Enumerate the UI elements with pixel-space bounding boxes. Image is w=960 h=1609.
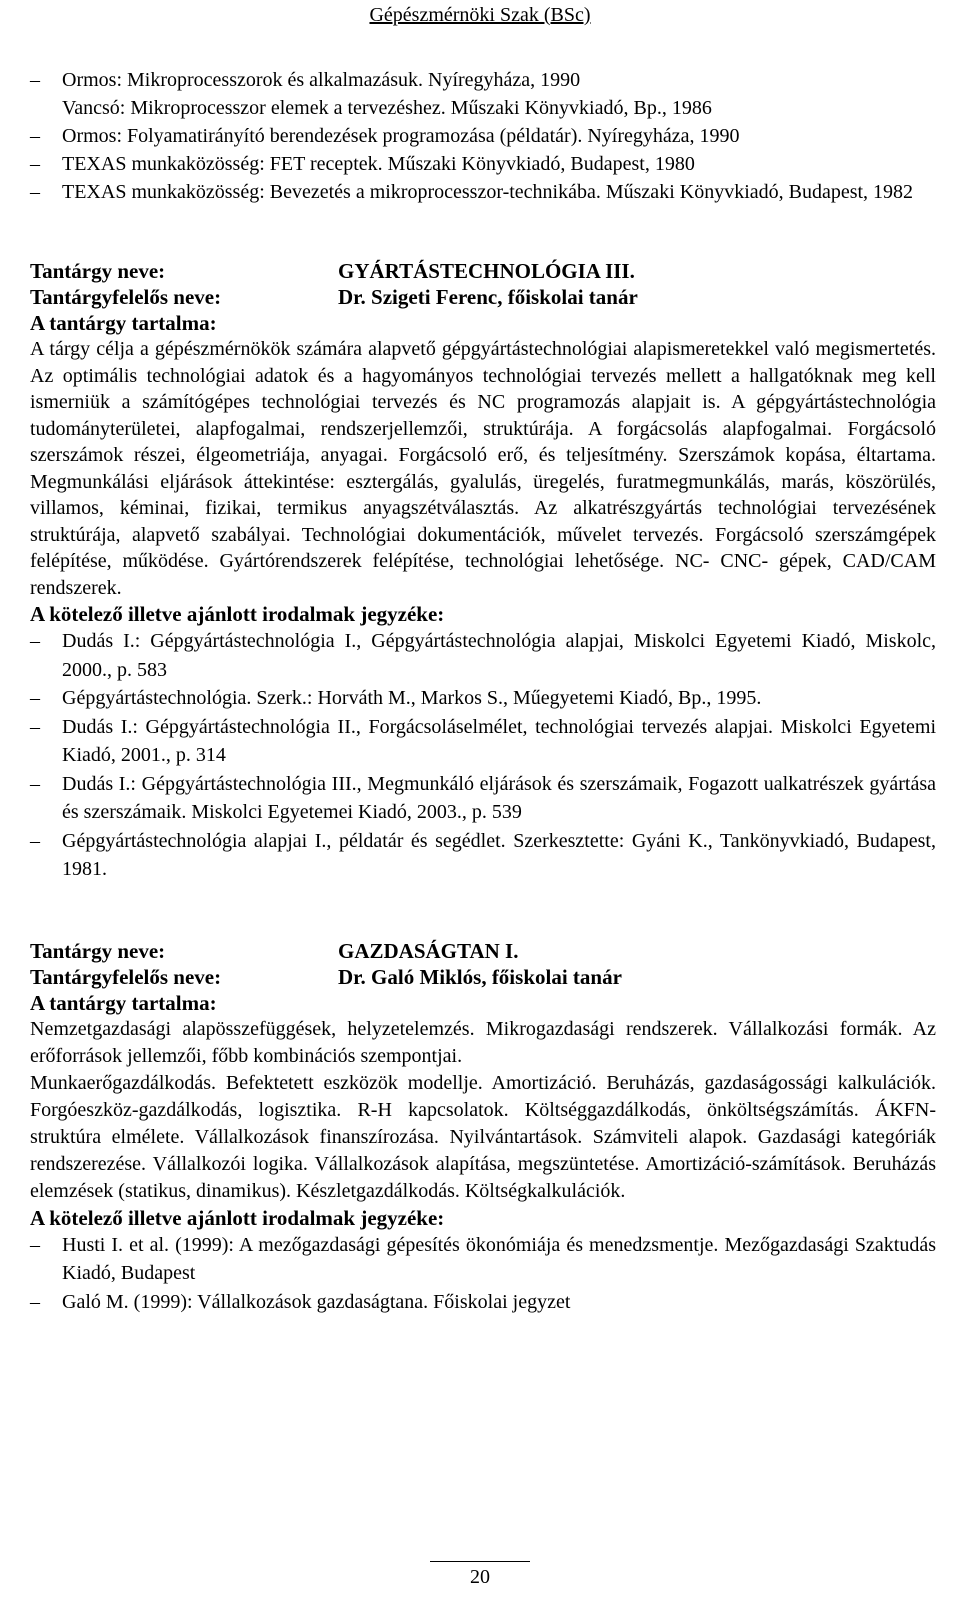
- subject-responsible-row: [30, 964, 936, 990]
- subject-name-label: Tantárgy neve:: [30, 938, 166, 963]
- page-body: [30, 66, 936, 1316]
- references-label: A kötelező illetve ajánlott irodalmak jegyzéke:: [30, 1205, 445, 1230]
- reference-item: – Husti I. et al. (1999): A mezőgazdasági gépesítés ökonómiája és menedzsmentje. Mezőgazdasági Szaktudás Kiadó, Budapest: [30, 1231, 936, 1288]
- page-number: 20: [470, 1566, 490, 1588]
- subject-name-label: Tantárgy neve:: [30, 259, 166, 283]
- top-reference-list: [30, 66, 936, 206]
- subject-name: GYÁRTÁSTECHNOLÓGIA III.: [338, 259, 635, 283]
- reference-item: – Dudás I.: Gépgyártástechnológia I., Gépgyártástechnológia alapjai, Miskolci Egyetemi Kiadó, Miskolc, 2000., p. 583: [30, 627, 936, 684]
- subject-content: A tárgy célja a gépészmérnökök számára alapvető gépgyártástechnológiai alapismeretekkel való megismertetés. Az optimális technológiai adatok és a hagyományos technológiai tervezés mellett a hallgatóknak meg kell ismerniük a számítógépes technológiai tervezés és NC programozás alapjait is. A gépgyártástechnológia tudományterületei, alapfogalmai, rendszerjellemzői, struktúrája. A forgácsolás alapfogalmai. Forgácsoló szerszámok részei, élgeometriája, anyagai. Forgácsoló erő, és teljesítmény. Szerszámok kopása, éltartama. Megmunkálási eljárások áttekintése: esztergálás, gyalulás, üregelés, furatmegmunkálás, marás, köszörülés, villamos, kéminai, fizikai, termikus anyagszétválasztás. Az alkatrészgyártás technológiai tervezésének struktúrája, alapvető szabályai. Technológiai dokumentációk, művelet tervezés. Forgácsoló szerszámgépek felépítése, működése. Gyártórendszerek felépítése, technológiai lehetősége. NC- CNC- gépek, CAD/CAM rendszerek.: [30, 338, 936, 599]
- subject-gazdasagtan: [30, 938, 936, 1317]
- references-label: A kötelező illetve ajánlott irodalmak jegyzéke:: [30, 602, 445, 626]
- list-item: – TEXAS munkaközösség: Bevezetés a mikroprocesszor-technikába. Műszaki Könyvkiadó, Budapest, 1982: [30, 178, 936, 206]
- reference-item: – Gépgyártástechnológia alapjai I., példatár és segédlet. Szerkesztette: Gyáni K., Tankönyvkiadó, Budapest, 1981.: [30, 827, 936, 884]
- references-list: [30, 627, 936, 884]
- subject-responsible-label: Tantárgyfelelős neve:: [30, 285, 222, 309]
- subject-name-row: [30, 938, 936, 964]
- content-label: A tantárgy tartalma:: [30, 311, 217, 335]
- subject-name: GAZDASÁGTAN I.: [338, 938, 519, 963]
- footer-divider: [430, 1561, 530, 1562]
- subject-responsible: Dr. Galó Miklós, főiskolai tanár: [338, 964, 622, 989]
- list-item: – Ormos: Mikroprocesszorok és alkalmazásuk. Nyíregyháza, 1990: [30, 66, 936, 94]
- reference-item: – Galó M. (1999): Vállalkozások gazdaságtana. Főiskolai jegyzet: [30, 1288, 936, 1317]
- subject-responsible-row: [30, 284, 936, 310]
- subject-responsible-label: Tantárgyfelelős neve:: [30, 964, 222, 989]
- subject-content-paragraph: Munkaerőgazdálkodás. Befektetett eszközök modellje. Amortizáció. Beruházás, gazdaságossági kalkulációk. Forgóeszköz-gazdálkodás, logisztika. R-H kapcsolatok. Költséggazdálkodás, önköltségszámítás. ÁKFN-struktúra elmélete. Vállalkozások finanszírozása. Nyilvántartások. Számviteli alapok. Gazdasági kategóriák rendszerezése. Vállalkozói logika. Vállalkozások alapítása, megszüntetése. Amortizáció-számítások. Beruházás elemzések (statikus, dinamikus). Készletgazdálkodás. Költségkalkulációk.: [30, 1071, 936, 1202]
- subject-name-row: [30, 258, 936, 284]
- references-list: [30, 1231, 936, 1317]
- page-header: Gépészmérnöki Szak (BSc): [369, 4, 591, 26]
- content-label: A tantárgy tartalma:: [30, 990, 217, 1015]
- reference-item: – Dudás I.: Gépgyártástechnológia III., Megmunkáló eljárások és szerszámaik, Fogazott ualkatrészek gyártása és szerszámaik. Miskolci Egyetemei Kiadó, 2003., p. 539: [30, 770, 936, 827]
- reference-item: – Gépgyártástechnológia. Szerk.: Horváth M., Markos S., Műegyetemi Kiadó, Bp., 1995.: [30, 684, 936, 713]
- reference-item: – Dudás I.: Gépgyártástechnológia II., Forgácsoláselmélet, technológiai tervezés alapjai. Miskolci Egyetemi Kiadó, 2001., p. 314: [30, 713, 936, 770]
- list-item: Vancsó: Mikroprocesszor elemek a tervezéshez. Műszaki Könyvkiadó, Bp., 1986: [62, 97, 712, 119]
- subject-content-paragraph: Nemzetgazdasági alapösszefüggések, helyzetelemzés. Mikrogazdasági rendszerek. Vállalkozási formák. Az erőforrások jellemzői, főbb kombinációs szempontjai.: [30, 1017, 936, 1067]
- list-item: – TEXAS munkaközösség: FET receptek. Műszaki Könyvkiadó, Budapest, 1980: [30, 150, 936, 178]
- list-item: – Ormos: Folyamatirányító berendezések programozása (példatár). Nyíregyháza, 1990: [30, 122, 936, 150]
- subject-responsible: Dr. Szigeti Ferenc, főiskolai tanár: [338, 285, 638, 309]
- subject-gyartastechnologia: [30, 258, 936, 884]
